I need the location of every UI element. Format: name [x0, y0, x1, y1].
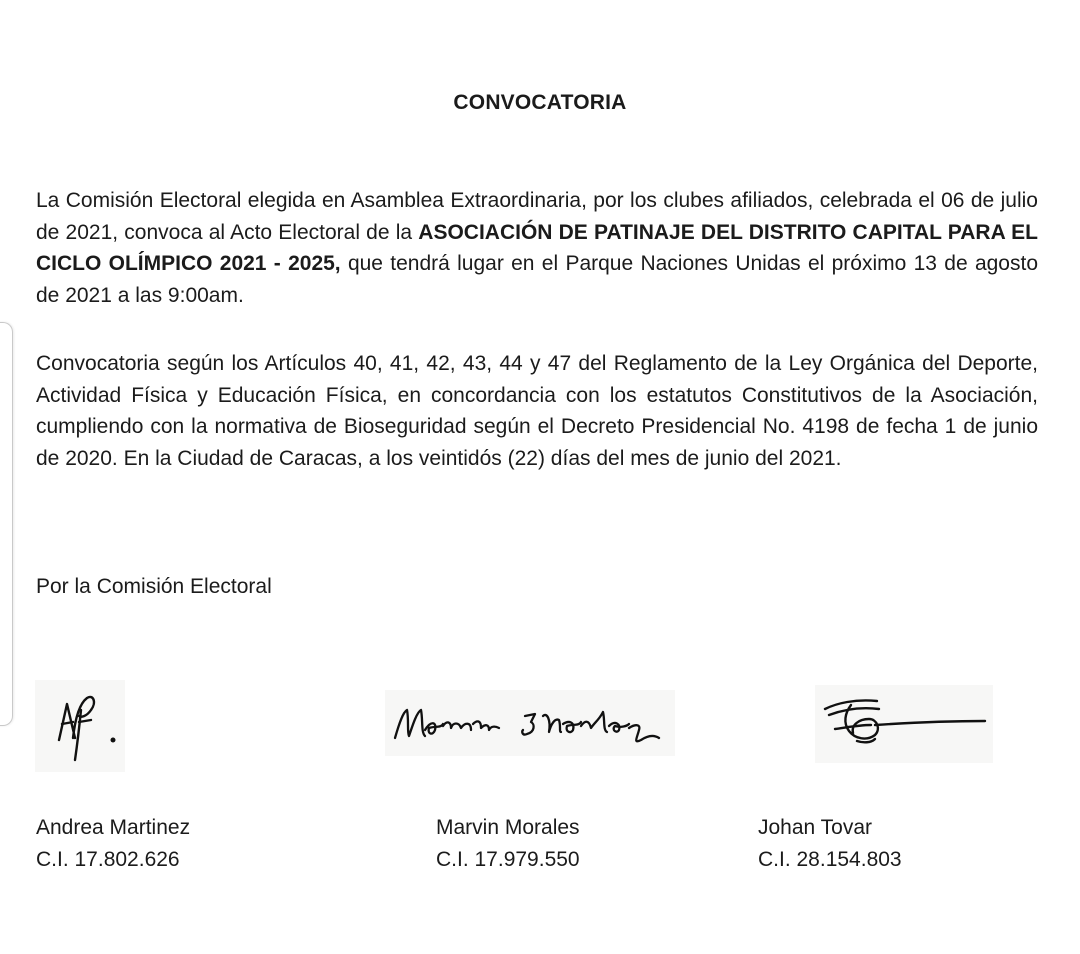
page-edge-scroll-handle: [0, 322, 13, 726]
signatory-ci: C.I. 28.154.803: [758, 848, 902, 871]
paragraph-announcement-text-end: que tendrá lugar en el Parque Naciones Unidas el próximo 13 de agosto de 2021 a las 9:00am.: [36, 252, 1038, 307]
signature-johan-tovar: [815, 685, 993, 763]
signatory-marvin-morales: [436, 812, 580, 876]
signatory-johan-tovar: [758, 812, 902, 876]
signatory-name: Johan Tovar: [758, 816, 873, 839]
signatory-ci: C.I. 17.802.626: [36, 848, 180, 871]
closing-line: Por la Comisión Electoral: [36, 575, 272, 598]
paragraph-legal-basis: Convocatoria según los Artículos 40, 41, 42, 43, 44 y 47 del Reglamento de la Ley Orgánica del Deporte, Actividad Física y Educación Física, en concordancia con los estatutos Constitutivos de la Asociación, cumpliendo con la normativa de Bioseguridad según el Decreto Presidencial No. 4198 de fecha 1 de junio de 2020. En la Ciudad de Caracas, a los veintidós (22) días del mes de junio del 2021.: [36, 352, 1038, 470]
paragraph-announcement: [36, 185, 1038, 311]
association-name: ASOCIACIÓN DE PATINAJE DEL DISTRITO CAPITAL PARA EL CICLO OLÍMPICO 2021 - 2025,: [36, 220, 1038, 275]
signatory-name: Andrea Martinez: [36, 816, 191, 839]
signatory-andrea-martinez: [36, 812, 190, 876]
signatory-name: Marvin Morales: [436, 816, 580, 839]
signature-andrea-martinez: [35, 680, 125, 772]
paragraph-announcement-text-start: La Comisión Electoral elegida en Asamblea Extraordinaria, por los clubes afiliados, celebrada el 06 de julio de 2021, convoca al Acto Electoral de la: [36, 189, 1038, 244]
document-title: CONVOCATORIA: [453, 91, 627, 114]
signatory-ci: C.I. 17.979.550: [436, 848, 580, 871]
signature-marvin-morales: [385, 690, 675, 756]
